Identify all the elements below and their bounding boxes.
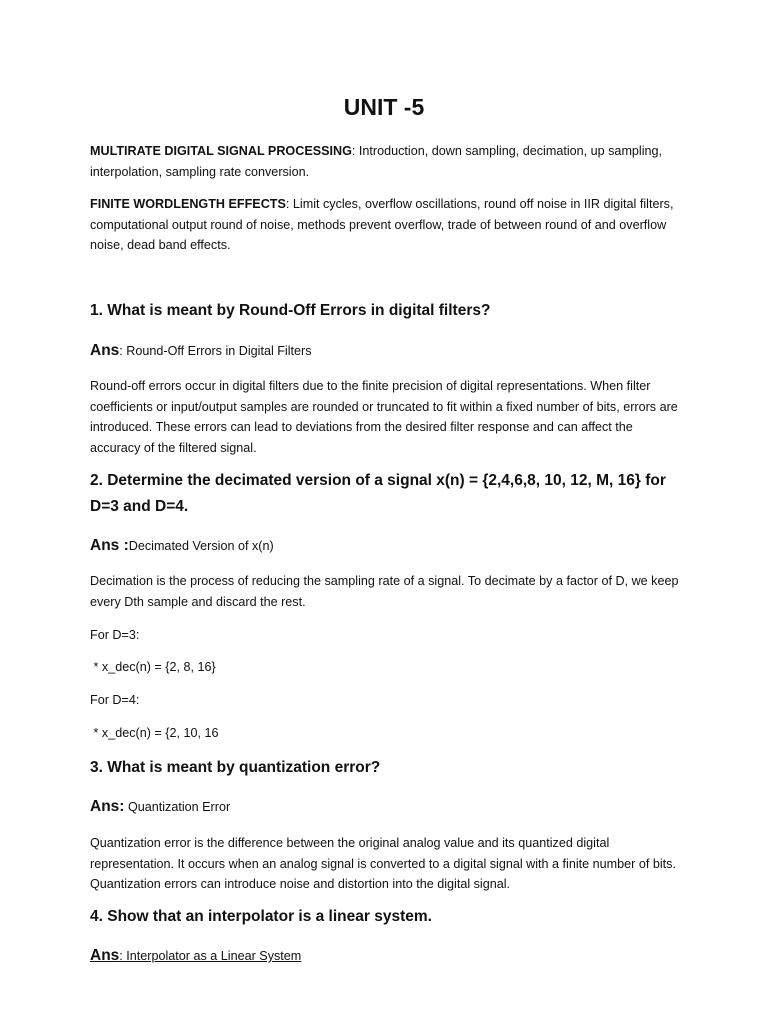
syllabus-finite-label: FINITE WORDLENGTH EFFECTS [90,197,286,211]
answer-2-body: Decimation is the process of reducing the sampling rate of a signal. To decimate by a factor of D, we keep every Dth sample and discard the rest. [90,574,679,609]
question-3: 3. What is meant by quantization error? [90,759,381,776]
answer-1-title: : Round-Off Errors in Digital Filters [119,344,312,358]
question-1: 1. What is meant by Round-Off Errors in digital filters? [90,302,491,319]
answer-3-title: Quantization Error [124,800,231,814]
answer-2-label: Ans : [90,537,129,554]
question-2: 2. Determine the decimated version of a signal x(n) = {2,4,6,8, 10, 12, M, 16} for D=3 and D=4. [90,472,666,515]
syllabus-finite [90,194,680,256]
answer-1-body: Round-off errors occur in digital filters due to the finite precision of digital representations. When filter coefficients or input/output samples are rounded or truncated to fit within a fixed number of bits, errors are introduced. These errors can lead to deviations from the desired filter response and can affect the accuracy of the filtered signal. [90,379,678,455]
d4-value: * x_dec(n) = {2, 10, 16 [90,726,219,740]
syllabus-multirate-text: : Introduction, down sampling, decimation, up sampling, interpolation, sampling rate conversion. [90,144,663,179]
d4-label: For D=4: [90,693,140,707]
answer-1-heading [90,341,312,361]
answer-3-label: Ans: [90,798,125,815]
answer-3-body: Quantization error is the difference between the original analog value and its quantized digital representation. It occurs when an analog signal is converted to a digital signal with a finite number of bits. Quantization errors can introduce noise and distortion into the digital signal. [90,836,676,891]
answer-4-title: : Interpolator as a Linear System [119,949,302,963]
syllabus-finite-text: : Limit cycles, overflow oscillations, round off noise in IIR digital filters, computational output round of noise, methods prevent overflow, trade of between round of and overflow noise, dead band effects. [90,197,674,252]
answer-1-label: Ans [90,342,120,359]
answer-2-heading [90,536,274,556]
answer-4-label: Ans [90,947,120,964]
d3-value: * x_dec(n) = {2, 8, 16} [90,660,216,674]
answer-2-title: Decimated Version of x(n) [128,539,274,553]
answer-3-heading [90,797,230,817]
syllabus-multirate [90,141,680,182]
answer-4-heading [90,946,301,966]
syllabus-multirate-label: MULTIRATE DIGITAL SIGNAL PROCESSING [90,144,352,158]
question-4: 4. Show that an interpolator is a linear system. [90,908,432,925]
d3-label: For D=3: [90,628,140,642]
page-title: UNIT -5 [343,94,425,120]
